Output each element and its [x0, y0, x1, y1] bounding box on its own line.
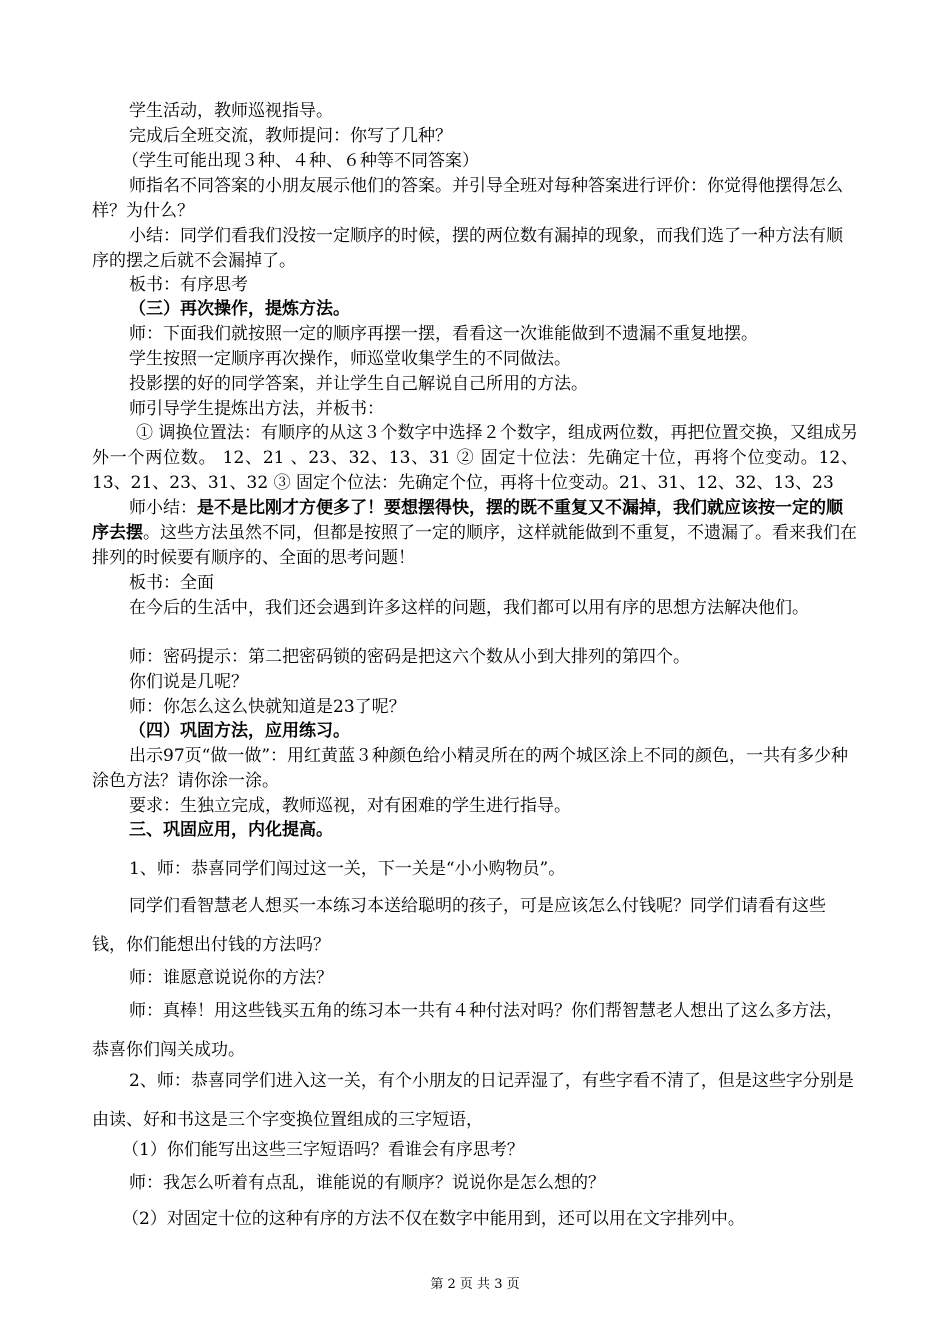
paragraph: 师：你怎么这么快就知道是23了呢？ [129, 697, 406, 717]
paragraph: 2、师：恭喜同学们进入这一关，有个小朋友的日记弄湿了，有些字看不清了，但是这些字分别是由读、好和书这是三个字变换位置组成的三字短语， [92, 1071, 854, 1130]
paragraph: 师：我怎么听着有点乱，谁能说的有顺序？说说你是怎么想的？ [129, 1173, 605, 1193]
paragraph: 师引导学生提炼出方法，并板书： [129, 399, 384, 419]
summary-bold: 是不是比刚才方便多了！要想摆得快，摆的既不重复又不漏掉，我们就应该按一定的顺序去摆 [92, 498, 843, 543]
paragraph: 出示97页“做一做”：用红黄蓝３种颜色给小精灵所在的两个城区涂上不同的颜色，一共有多少种涂色方法？请你涂一涂。 [92, 746, 849, 791]
summary-rest: 。这些方法虽然不同，但都是按照了一定的顺序，这样就能做到不重复，不遗漏了。看来我们在排列的时候要有顺序的、全面的思考问题！ [92, 523, 857, 568]
paragraph: 投影摆的好的同学答案，并让学生自己解说自己所用的方法。 [129, 374, 588, 394]
summary-paragraph [92, 496, 858, 571]
paragraph: 你们说是几呢？ [129, 672, 248, 692]
section-heading: （三）再次操作，提炼方法。 [129, 299, 350, 319]
paragraph: 学生按照一定顺序再次操作，师巡堂收集学生的不同做法。 [129, 349, 571, 369]
paragraph: 师指名不同答案的小朋友展示他们的答案。并引导全班对每种答案进行评价：你觉得他摆得怎么样？为什么？ [92, 176, 843, 221]
methods-paragraph: ① 调换位置法：有顺序的从这３个数字中选择２个数字，组成两位数，再把位置交换，又组成另外一个两位数。 12、21 、23、32、13、31 ② 固定十位法：先确定十位，再将个位变动。12、13、21、23、31、32 ③ 固定个位法：先确定个位，再将十位变动。21、31、12、32、13、23 [92, 423, 858, 493]
paragraph: 同学们看智慧老人想买一本练习本送给聪明的孩子，可是应该怎么付钱呢？同学们请看有这些钱，你们能想出付钱的方法吗？ [92, 896, 826, 955]
paragraph: 师：下面我们就按照一定的顺序再摆一摆，看看这一次谁能做到不遗漏不重复地摆。 [129, 324, 758, 344]
paragraph: （学生可能出现３种、４种、６种等不同答案） [122, 151, 479, 171]
paragraph: 师：密码提示：第二把密码锁的密码是把这六个数从小到大排列的第四个。 [129, 647, 690, 667]
paragraph: 在今后的生活中，我们还会遇到许多这样的问题，我们都可以用有序的思想方法解决他们。 [129, 598, 809, 618]
paragraph: 1、师：恭喜同学们闯过这一关，下一关是“小小购物员”。 [129, 859, 566, 879]
summary-lead: 师小结： [129, 498, 197, 518]
paragraph: 师：真棒！用这些钱买五角的练习本一共有４种付法对吗？你们帮智慧老人想出了这么多方法，恭喜你们闯关成功。 [92, 1001, 843, 1060]
page-footer: 第 2 页 共 3 页 [430, 1277, 520, 1292]
paragraph: （1）你们能写出这些三字短语吗？看谁会有序思考？ [122, 1140, 524, 1160]
paragraph: 板书：有序思考 [129, 275, 248, 295]
paragraph: 要求：生独立完成，教师巡视，对有困难的学生进行指导。 [129, 796, 571, 816]
paragraph: （2）对固定十位的这种有序的方法不仅在数字中能用到，还可以用在文字排列中。 [122, 1209, 745, 1229]
paragraph: 学生活动，教师巡视指导。 [129, 101, 333, 121]
paragraph: 板书：全面 [129, 573, 214, 593]
paragraph: 小结：同学们看我们没按一定顺序的时候，摆的两位数有漏掉的现象，而我们选了一种方法有顺序的摆之后就不会漏掉了。 [92, 226, 843, 271]
paragraph: 完成后全班交流，教师提问：你写了几种？ [129, 126, 452, 146]
section-heading: 三、巩固应用，内化提高。 [129, 820, 333, 840]
section-heading: （四）巩固方法，应用练习。 [129, 721, 350, 741]
paragraph: 师：谁愿意说说你的方法？ [129, 968, 333, 988]
